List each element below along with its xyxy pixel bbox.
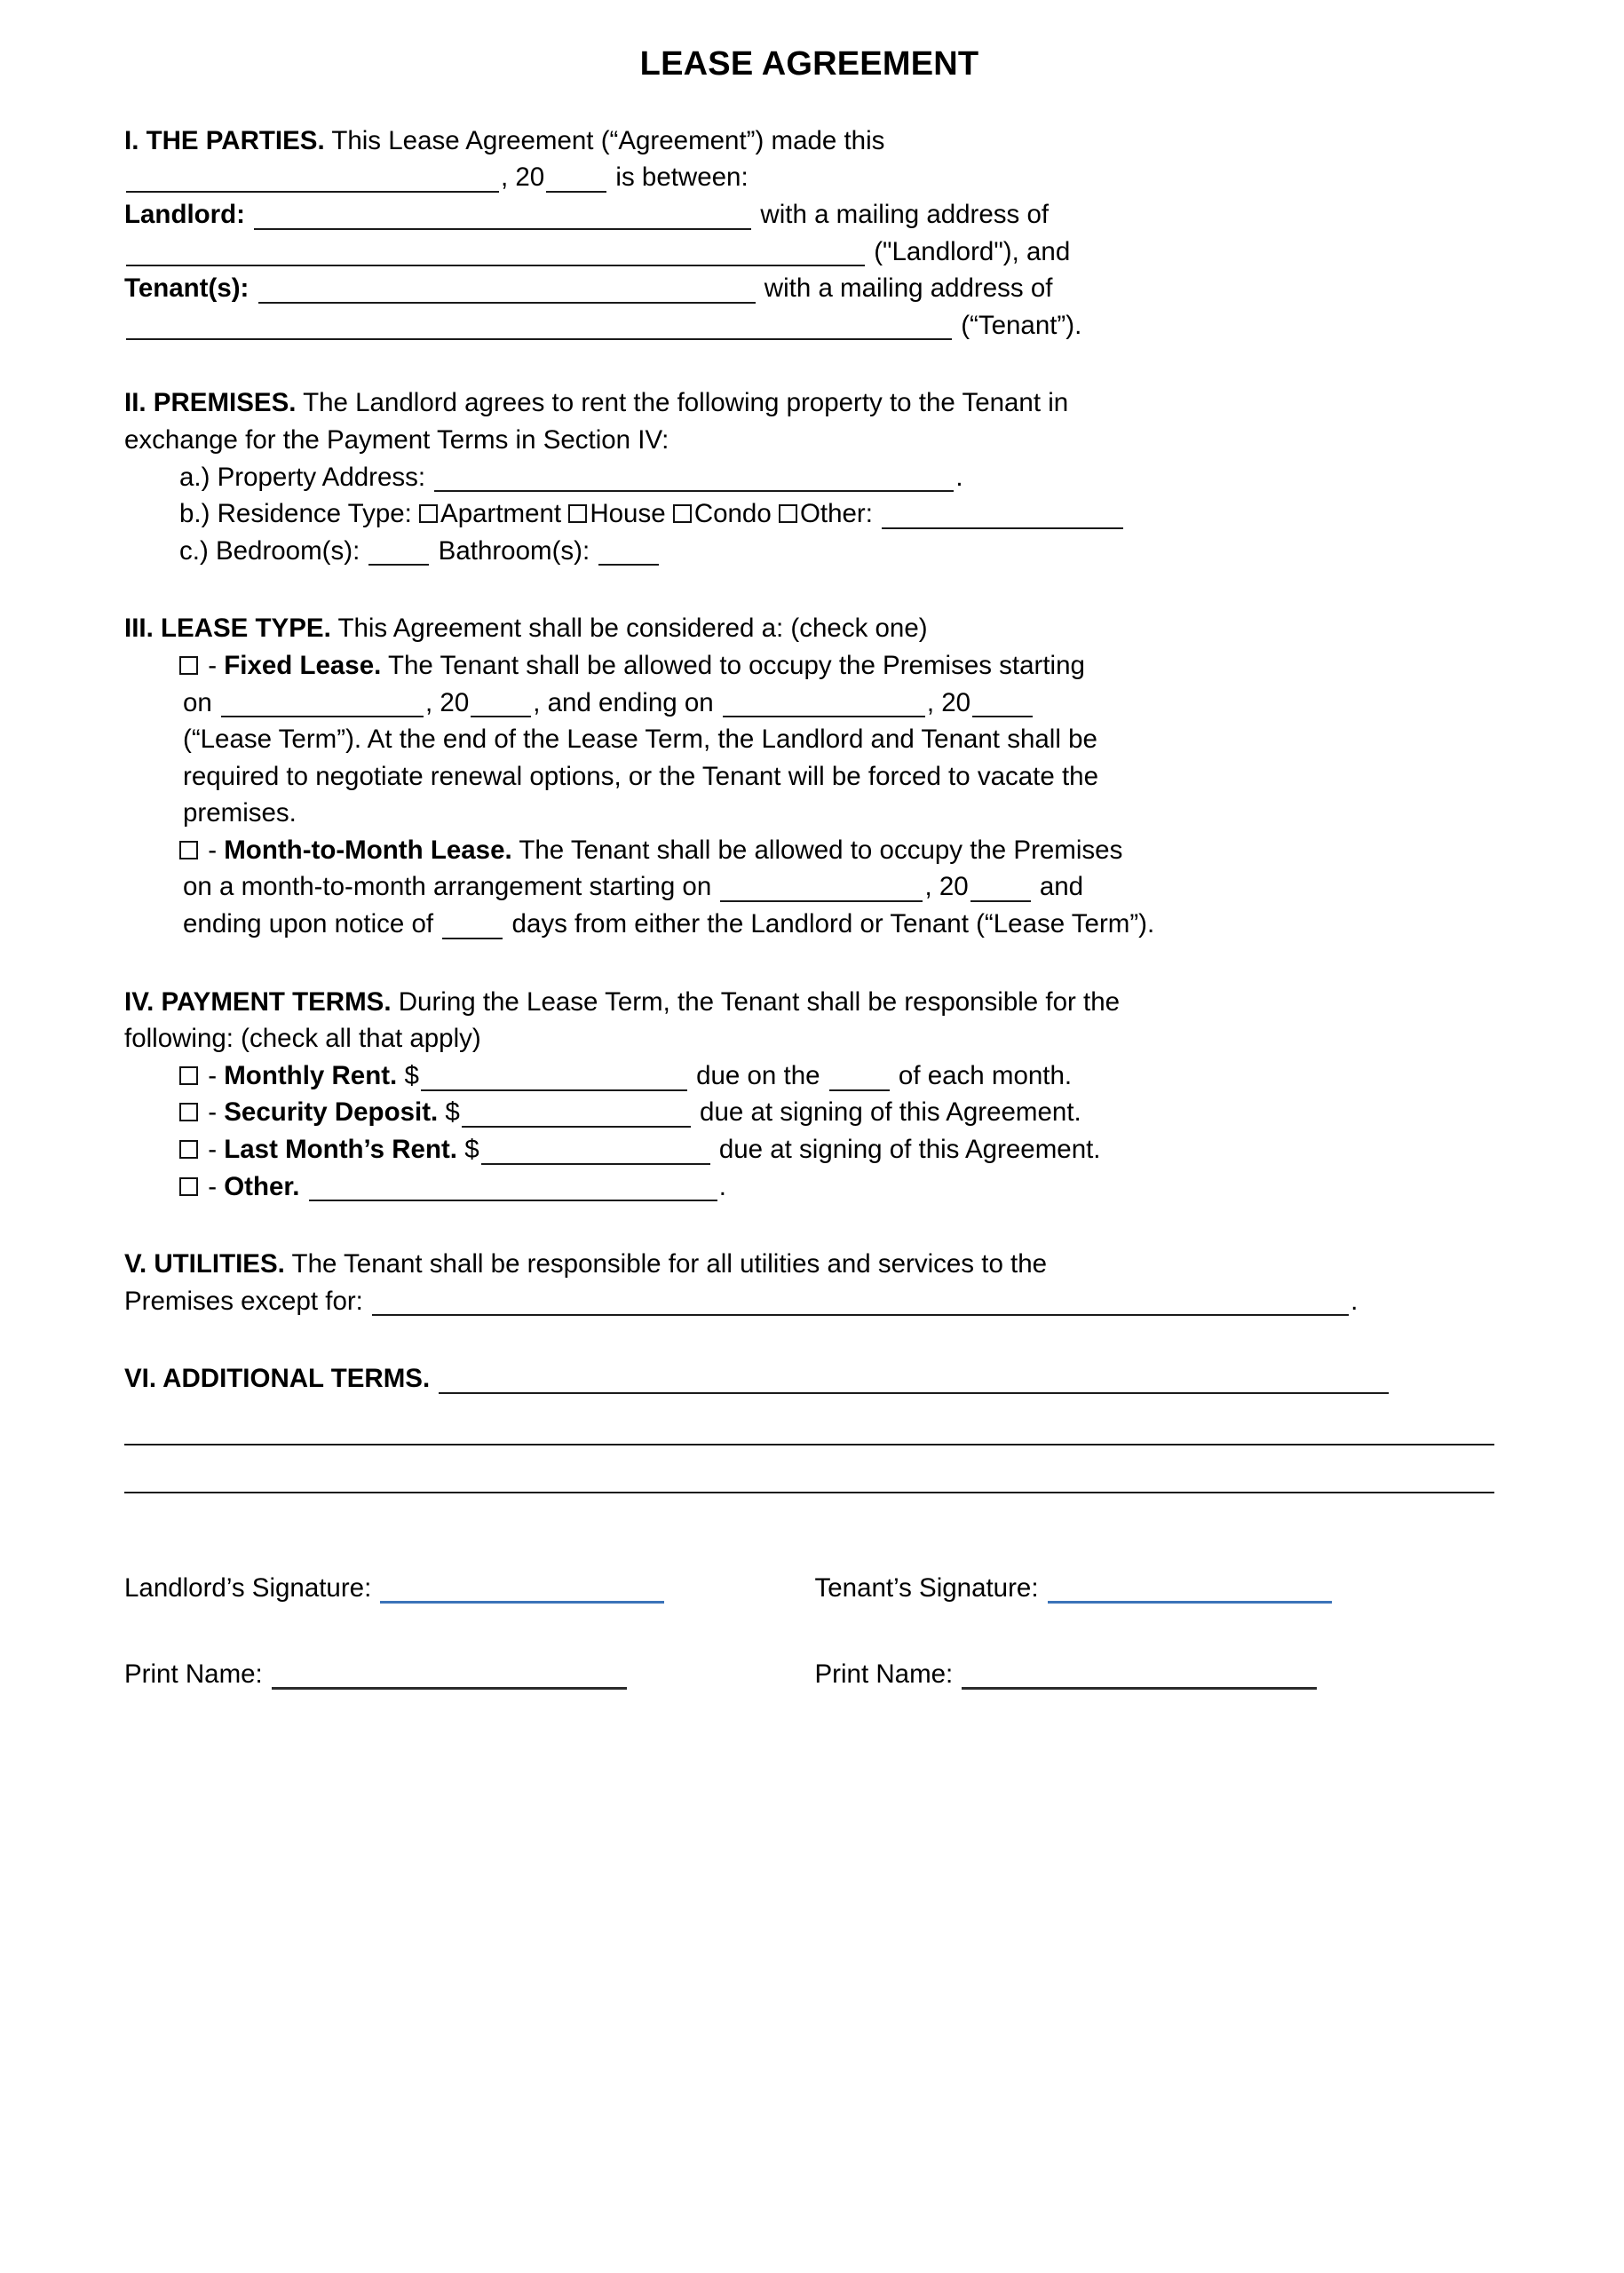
checkbox-other-residence[interactable] — [779, 504, 797, 523]
fixed-lease-mid-text: , and ending on — [533, 687, 714, 717]
section-parties — [124, 123, 1494, 345]
bedrooms-label: c.) Bedroom(s): — [179, 535, 360, 566]
landlord-paren-text: ("Landlord"), and — [874, 236, 1071, 266]
month-to-month-year-prefix: , 20 — [924, 872, 969, 902]
fixed-lease-line-4 — [124, 758, 1494, 796]
utilities-line-2 — [124, 1283, 1494, 1320]
property-address-blank[interactable] — [434, 464, 954, 492]
monthly-rent-after-2: of each month. — [898, 1060, 1073, 1090]
section-premises — [124, 384, 1494, 569]
tenant-address-line — [124, 307, 1494, 345]
month-to-month-text-3b: days from either the Landlord or Tenant (“Lease Term”). — [511, 909, 1155, 939]
spacer-before-signatures — [124, 1493, 1494, 1570]
payment-item-other — [124, 1168, 1494, 1206]
fixed-lease-end-year-blank[interactable] — [972, 690, 1033, 717]
section-signatures — [124, 1570, 1494, 1693]
fixed-lease-end-date-blank[interactable] — [723, 690, 925, 717]
checkbox-security-deposit[interactable] — [179, 1103, 198, 1121]
other-payment-dash: - — [208, 1171, 218, 1201]
month-to-month-text-2b: and — [1032, 872, 1084, 902]
bathrooms-label: Bathroom(s): — [438, 535, 590, 566]
monthly-rent-label: Monthly Rent. — [224, 1060, 398, 1090]
additional-terms-line-1 — [124, 1360, 1494, 1398]
monthly-rent-amount-blank[interactable] — [421, 1063, 687, 1090]
checkbox-fixed-lease[interactable] — [179, 656, 198, 675]
fixed-lease-label: Fixed Lease. — [224, 650, 382, 680]
month-to-month-notice-label: ending upon notice of — [183, 909, 434, 939]
utilities-heading: V. UTILITIES. — [124, 1249, 285, 1279]
residence-type-other-blank[interactable] — [882, 502, 1123, 529]
fixed-lease-text-5: premises. — [183, 798, 297, 828]
monthly-rent-currency: $ — [404, 1060, 419, 1090]
checkbox-last-months-rent[interactable] — [179, 1140, 198, 1159]
premises-item-c — [124, 533, 1494, 570]
landlord-label: Landlord: — [124, 199, 246, 229]
additional-terms-blank-1[interactable] — [439, 1366, 1389, 1394]
tenant-label: Tenant(s): — [124, 273, 250, 304]
month-to-month-start-date-blank[interactable] — [720, 875, 923, 902]
bedrooms-blank[interactable] — [368, 538, 429, 566]
fixed-lease-line-5 — [124, 795, 1494, 832]
parties-year-prefix: , 20 — [501, 162, 545, 193]
checkbox-other-payment[interactable] — [179, 1177, 198, 1196]
parties-between-text: is between: — [608, 162, 749, 193]
security-deposit-dash: - — [208, 1097, 218, 1128]
lease-type-line-1 — [124, 610, 1494, 647]
fixed-lease-end-year-prefix: , 20 — [926, 687, 971, 717]
print-name-row — [124, 1656, 1494, 1692]
landlord-signature-blank[interactable] — [380, 1575, 664, 1603]
additional-terms-heading: VI. ADDITIONAL TERMS. — [124, 1364, 431, 1394]
premises-body-1: The Landlord agrees to rent the following property to the Tenant in — [303, 388, 1069, 418]
payment-item-security-deposit — [124, 1094, 1494, 1131]
spacer-between-signature-rows — [124, 1606, 1494, 1656]
month-to-month-notice-days-blank[interactable] — [442, 911, 503, 939]
utilities-exception-blank[interactable] — [372, 1288, 1349, 1316]
additional-terms-blank-2[interactable] — [124, 1444, 1494, 1445]
section-utilities — [124, 1246, 1494, 1319]
tenant-mailing-text: with a mailing address of — [764, 273, 1053, 304]
month-to-month-text-2a: on a month-to-month arrangement starting on — [183, 872, 712, 902]
residence-type-house: House — [590, 499, 666, 529]
premises-heading: II. PREMISES. — [124, 388, 297, 418]
other-payment-label: Other. — [224, 1171, 300, 1201]
premises-line-2 — [124, 422, 1494, 459]
last-months-rent-dash: - — [208, 1135, 218, 1165]
utilities-body-2: Premises except for: — [124, 1286, 363, 1316]
landlord-print-name-blank[interactable] — [272, 1662, 627, 1690]
parties-intro-line-1 — [124, 123, 1494, 160]
landlord-print-name-label: Print Name: — [124, 1659, 263, 1690]
last-months-rent-amount-blank[interactable] — [481, 1136, 710, 1164]
landlord-print-name-group — [124, 1656, 810, 1692]
fixed-lease-text-1: The Tenant shall be allowed to occupy the Premises starting — [388, 650, 1085, 680]
page-title: LEASE AGREEMENT — [639, 45, 979, 83]
property-address-label: a.) Property Address: — [179, 462, 426, 492]
checkbox-month-to-month-lease[interactable] — [179, 841, 198, 859]
fixed-lease-start-date-blank[interactable] — [221, 690, 424, 717]
payment-terms-heading: IV. PAYMENT TERMS. — [124, 986, 392, 1017]
residence-type-other-label: Other: — [799, 499, 873, 529]
landlord-signature-group — [124, 1570, 810, 1606]
payment-terms-line-2 — [124, 1020, 1494, 1057]
checkbox-apartment[interactable] — [419, 504, 438, 523]
residence-type-condo: Condo — [693, 499, 772, 529]
tenant-address-blank[interactable] — [126, 313, 952, 340]
monthly-rent-dash: - — [208, 1060, 218, 1090]
security-deposit-after-1: due at signing of this Agreement. — [700, 1097, 1081, 1128]
lease-type-heading: III. LEASE TYPE. — [124, 614, 331, 644]
tenant-print-name-group — [810, 1656, 1495, 1692]
property-address-period: . — [955, 462, 963, 492]
parties-heading: I. THE PARTIES. — [124, 125, 325, 155]
utilities-body-1: The Tenant shall be responsible for all utilities and services to the — [291, 1249, 1048, 1279]
landlord-mailing-text: with a mailing address of — [760, 199, 1050, 229]
payment-terms-body-1: During the Lease Term, the Tenant shall be responsible for the — [398, 986, 1121, 1017]
utilities-line-1 — [124, 1246, 1494, 1283]
monthly-rent-day-blank[interactable] — [829, 1063, 890, 1090]
month-to-month-start-year-blank[interactable] — [970, 875, 1031, 902]
agreement-date-blank[interactable] — [126, 165, 499, 193]
month-to-month-text-1: The Tenant shall be allowed to occupy the Premises — [519, 835, 1123, 865]
section-lease-type — [124, 610, 1494, 942]
premises-body-2: exchange for the Payment Terms in Section IV: — [124, 424, 669, 455]
spacer-after-lease-type — [124, 943, 1494, 984]
landlord-signature-label: Landlord’s Signature: — [124, 1573, 372, 1604]
bathrooms-blank[interactable] — [598, 538, 659, 566]
month-to-month-line-1 — [124, 832, 1494, 869]
fixed-lease-start-year-prefix: , 20 — [425, 687, 470, 717]
spacer-after-parties — [124, 344, 1494, 384]
fixed-lease-start-year-blank[interactable] — [471, 690, 531, 717]
section-payment-terms — [124, 984, 1494, 1206]
parties-intro-text: This Lease Agreement (“Agreement”) made this — [331, 125, 885, 155]
monthly-rent-after-1: due on the — [696, 1060, 820, 1090]
payment-item-last-months-rent — [124, 1131, 1494, 1168]
tenant-signature-blank[interactable] — [1048, 1575, 1332, 1603]
security-deposit-amount-blank[interactable] — [462, 1100, 691, 1128]
payment-terms-body-2: following: (check all that apply) — [124, 1024, 481, 1054]
other-payment-blank[interactable] — [309, 1174, 717, 1201]
checkbox-monthly-rent[interactable] — [179, 1066, 198, 1085]
landlord-address-blank[interactable] — [126, 239, 865, 266]
month-to-month-dash: - — [208, 835, 218, 865]
landlord-address-line — [124, 234, 1494, 271]
tenant-print-name-label: Print Name: — [814, 1659, 954, 1690]
lease-type-intro: This Agreement shall be considered a: (check one) — [337, 614, 928, 644]
month-to-month-line-3 — [124, 906, 1494, 943]
tenant-print-name-blank[interactable] — [962, 1662, 1317, 1690]
payment-terms-line-1 — [124, 984, 1494, 1021]
checkbox-house[interactable] — [568, 504, 587, 523]
tenant-name-blank[interactable] — [258, 276, 756, 304]
month-to-month-line-2 — [124, 868, 1494, 906]
security-deposit-label: Security Deposit. — [224, 1097, 439, 1128]
tenant-signature-group — [810, 1570, 1495, 1606]
fixed-lease-line-3 — [124, 721, 1494, 758]
premises-item-a — [124, 459, 1494, 496]
tenant-signature-label: Tenant’s Signature: — [814, 1573, 1039, 1604]
fixed-lease-line-1 — [124, 647, 1494, 685]
security-deposit-currency: $ — [445, 1097, 460, 1128]
fixed-lease-text-3: (“Lease Term”). At the end of the Lease Term, the Landlord and Tenant shall be — [183, 725, 1097, 755]
landlord-name-blank[interactable] — [254, 202, 751, 229]
fixed-lease-dash: - — [208, 650, 218, 680]
other-payment-after-1: . — [718, 1171, 726, 1201]
parties-date-line — [124, 159, 1494, 196]
residence-type-label: b.) Residence Type: — [179, 499, 412, 529]
residence-type-apartment: Apartment — [440, 499, 562, 529]
tenant-paren-text: (“Tenant”). — [961, 310, 1082, 340]
premises-line-1 — [124, 384, 1494, 422]
last-months-rent-label: Last Month’s Rent. — [224, 1135, 457, 1165]
tenant-line — [124, 270, 1494, 307]
section-additional-terms — [124, 1360, 1494, 1493]
landlord-line — [124, 196, 1494, 234]
last-months-rent-after-1: due at signing of this Agreement. — [718, 1135, 1101, 1165]
spacer-after-premises — [124, 569, 1494, 610]
fixed-lease-line-2 — [124, 685, 1494, 722]
utilities-period: . — [1351, 1286, 1359, 1316]
agreement-year-blank[interactable] — [546, 165, 606, 193]
premises-item-b — [124, 495, 1494, 533]
signature-row — [124, 1570, 1494, 1606]
payment-item-monthly-rent — [124, 1057, 1494, 1095]
fixed-lease-text-4: required to negotiate renewal options, or the Tenant will be forced to vacate the — [183, 761, 1098, 791]
checkbox-condo[interactable] — [673, 504, 692, 523]
spacer-after-utilities — [124, 1319, 1494, 1360]
fixed-lease-on-label: on — [183, 687, 212, 717]
spacer-after-payment-terms — [124, 1205, 1494, 1246]
month-to-month-label: Month-to-Month Lease. — [224, 835, 512, 865]
last-months-rent-currency: $ — [464, 1135, 479, 1165]
